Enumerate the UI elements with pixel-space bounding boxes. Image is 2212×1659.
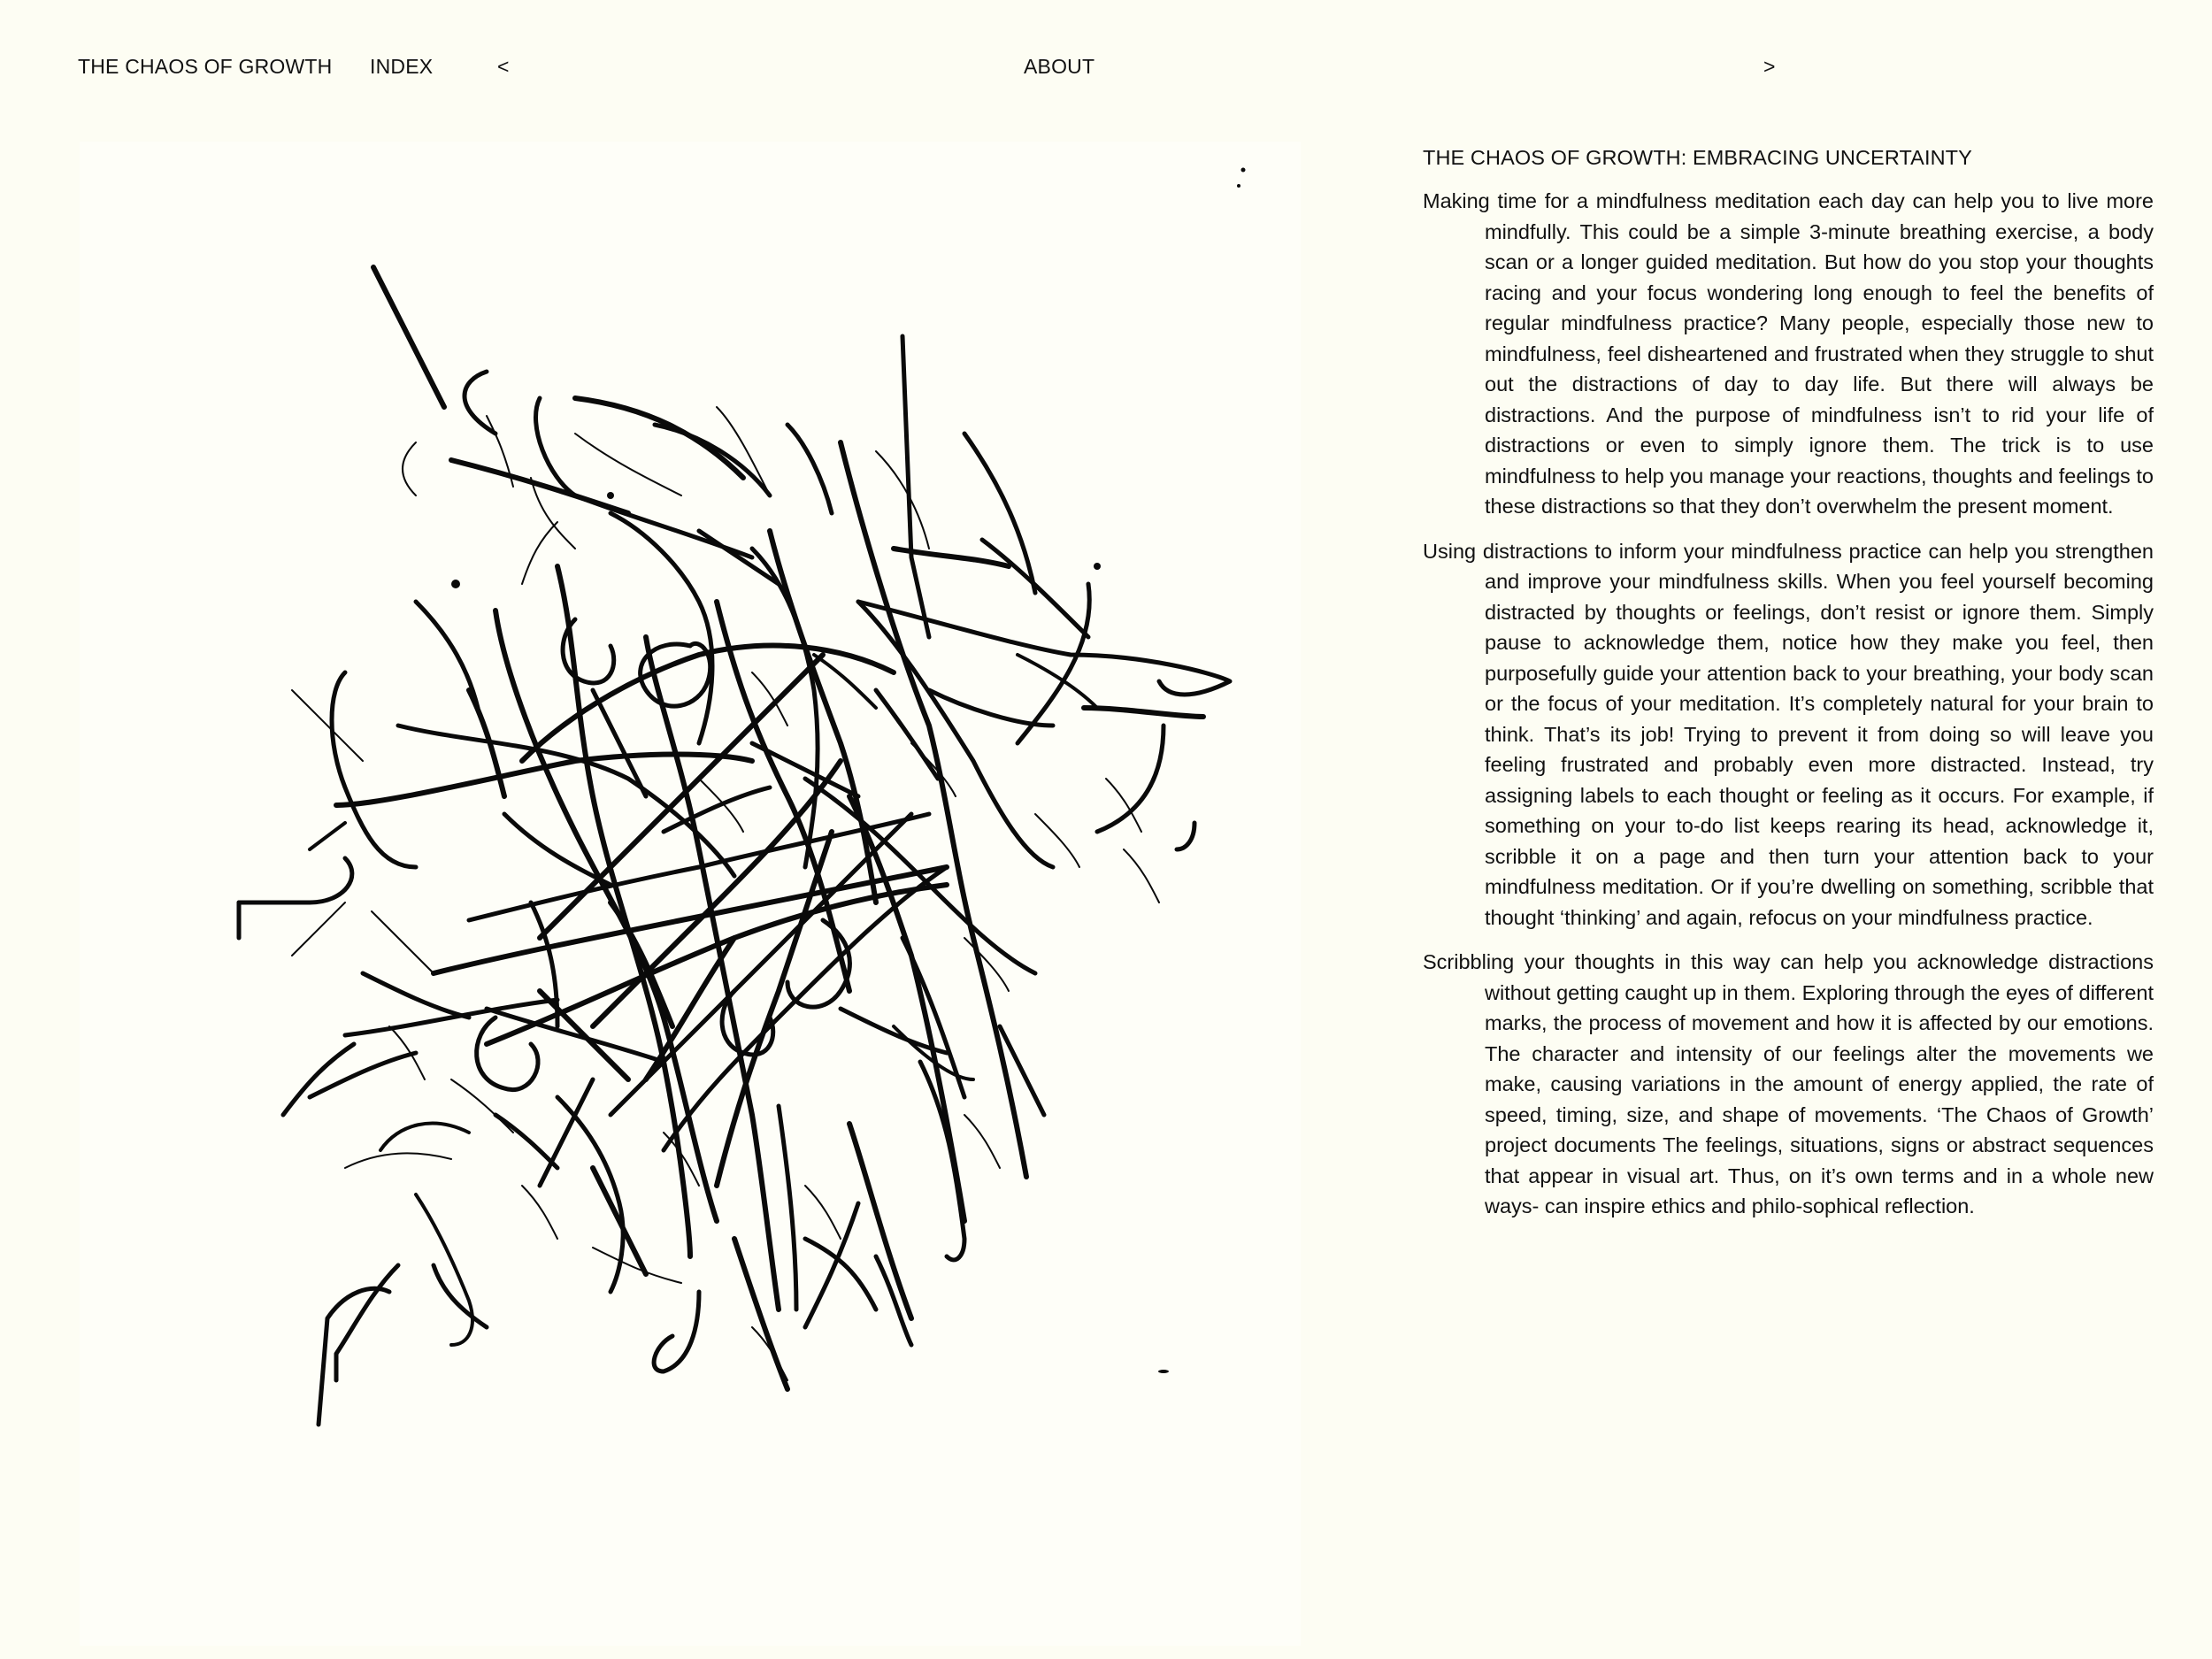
previous-arrow-button[interactable]: < [497,55,510,78]
article-paragraph-1: Making time for a mindfulness meditation each day can help you to live more mindfully. This could be a simple 3-minute breathing exercise, a body scan or a longer guided meditation. But how do you stop your thoughts racing and your focus wondering long enough to feel the benefits of regular mindfulness practice? Many people, especially those new to mindfulness, feel disheartened and frustrated when they struggle to shut out the distractions of day to day life. But there will always be distractions. And the purpose of mindfulness isn’t to rid your life of distractions or even to simply ignore them. The trick is to use mindfulness to help you manage your reactions, thoughts and feelings to these distractions so that they don’t overwhelm the present moment. [1423,189,2154,518]
nav-about-link[interactable]: ABOUT [1024,55,1095,78]
article-paragraph-3: Scribbling your thoughts in this way can help you acknowledge distractions without getting caught up in them. Exploring through the eyes of different marks, the process of movement and how it is affected by our emotions. The character and intensity of our feelings alter the movements we make, causing variations in the amount of energy applied, the rate of speed, timing, size, and shape of movements. ‘The Chaos of Growth’ project documents The feelings, situations, signs or abstract sequences that appear in visual art. Thus, on it’s own terms and in a whole new ways- can inspire ethics and philo-sophical reflection. [1423,950,2154,1217]
article-heading: THE CHAOS OF GROWTH: EMBRACING UNCERTAINTY [1423,146,1972,169]
nav-index-link[interactable]: INDEX [370,55,434,78]
article-paragraph-2: Using distractions to inform your mindfulness practice can help you strengthen and improve your mindfulness skills. When you feel yourself becoming distracted by thoughts or feelings, don’t resist or ignore them. Simply pause to acknowledge them, notice how they make you feel, then purposefully guide your attention back to your breathing, your body scan or the focus of your meditation. It’s completely natural for your brain to think. That’s its job! Trying to prevent it from doing so will leave you feeling frustrated and probably even more distracted. Instead, try assigning labels to each thought or feeling as it occurs. For example, if something on your to-do list keeps rearing its head, acknowledge it, scribble it on a page and then turn your attention back to your mindfulness meditation. Or if you’re dwelling on something, scribble that thought ‘thinking’ and again, refocus on your mindfulness practice. [1423,539,2154,929]
scribble-artwork [80,142,1301,1646]
scribble-drawing-icon [80,142,1301,1646]
next-arrow-button[interactable]: > [1763,55,1776,78]
site-title-link[interactable]: THE CHAOS OF GROWTH [78,55,333,78]
about-article [1423,146,2154,1236]
